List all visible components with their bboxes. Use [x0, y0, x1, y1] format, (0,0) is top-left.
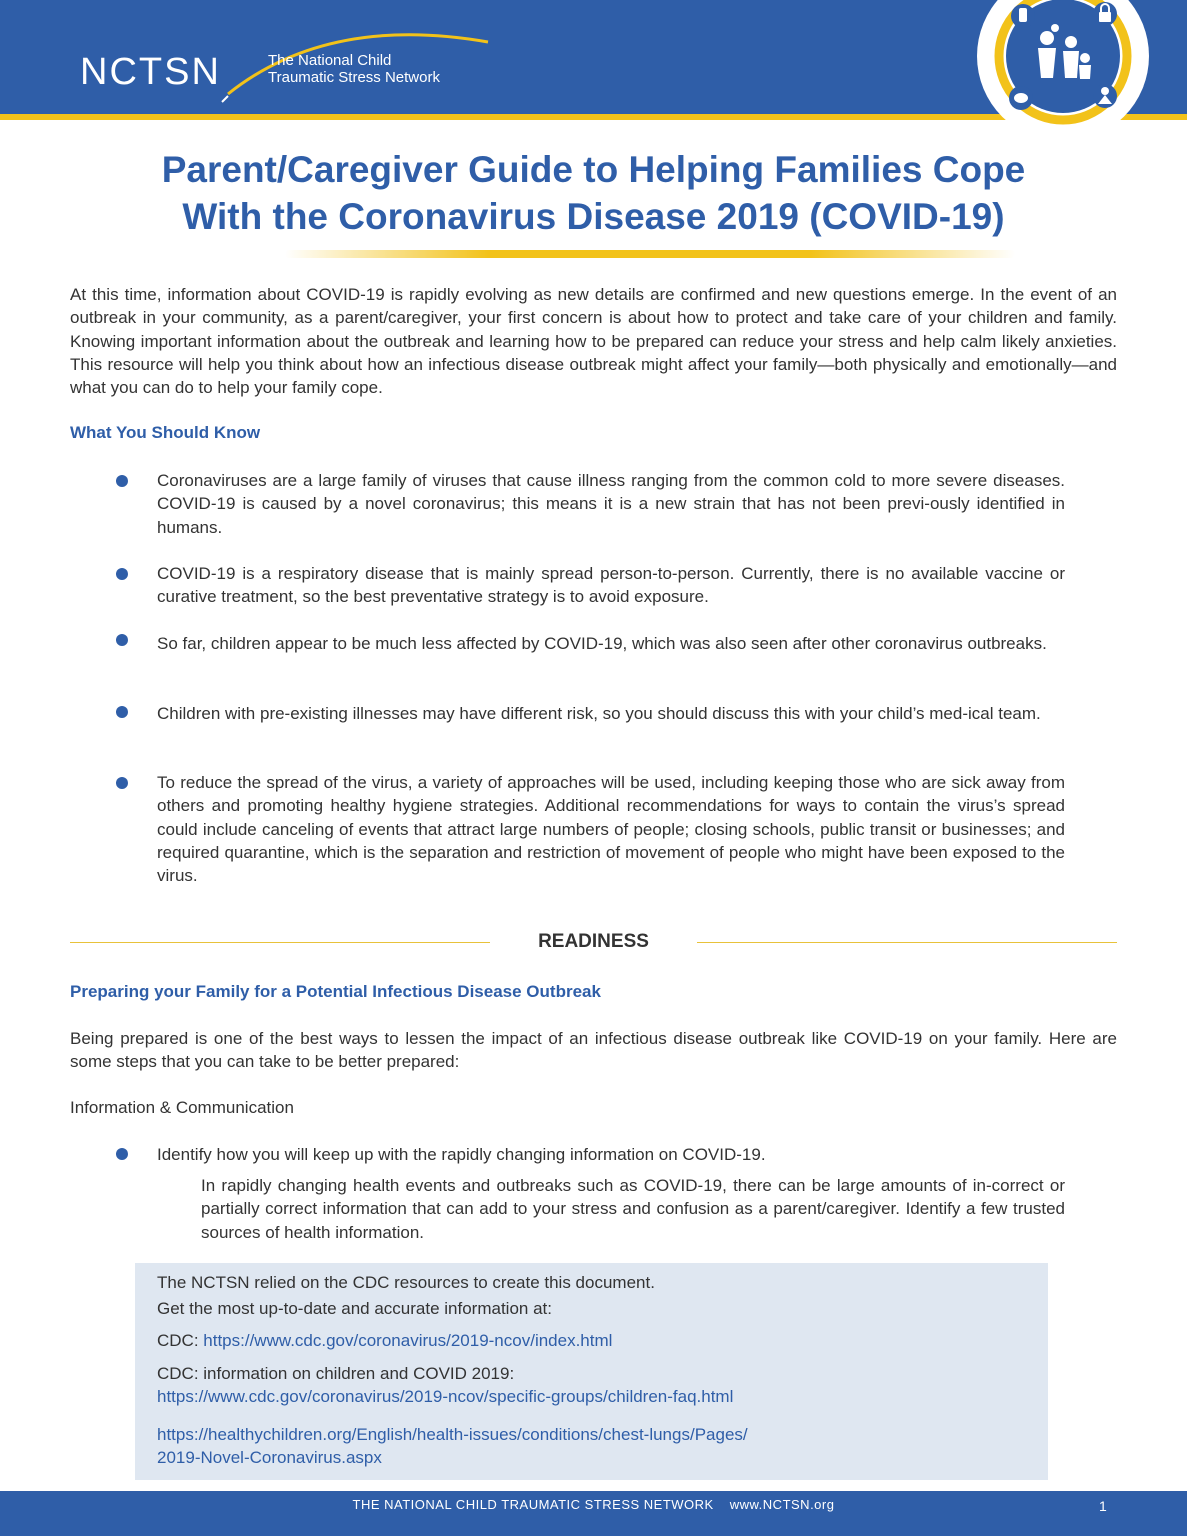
cdc-label: CDC: — [157, 1331, 204, 1350]
subheading-information-communication: Information & Communication — [70, 1098, 294, 1117]
bullet-icon — [116, 475, 128, 487]
logo-subtitle-line1: The National Child — [268, 52, 392, 69]
page-number: 1 — [1099, 1498, 1107, 1514]
section-heading-what-you-should-know: What You Should Know — [70, 423, 261, 442]
logo-subtitle-line2: Traumatic Stress Network — [268, 69, 440, 86]
bullet-icon — [116, 634, 128, 646]
list-item: COVID-19 is a respiratory disease that is mainly spread person-to-person. Currently, there is no available vaccine or curative treatment, so the best preventative strategy is to avoid exposure. — [157, 564, 1065, 607]
infobox-line1: The NCTSN relied on the CDC resources to create this document. — [157, 1273, 655, 1292]
list-item: To reduce the spread of the virus, a variety of approaches will be used, including keeping those who are sick away from others and promoting healthy hygiene strategies. Additional recommendations for ways to contain the virus’s spread could include canceling of events that attract large numbers of people; closing schools, public transit or businesses; and required quarantine, which is the separation and restriction of movement of people who might have been exposed to the virus. — [157, 773, 1065, 886]
bullet-icon — [116, 1148, 128, 1160]
section-heading-preparing-family: Preparing your Family for a Potential Infectious Disease Outbreak — [70, 982, 601, 1001]
healthychildren-link-line1[interactable]: https://healthychildren.org/English/health-issues/conditions/chest-lungs/Pages/ — [157, 1425, 748, 1444]
section-title-readiness: READINESS — [538, 931, 649, 952]
footer-website-link[interactable]: www.NCTSN.org — [729, 1497, 835, 1512]
healthychildren-link-line2[interactable]: 2019-Novel-Coronavirus.aspx — [157, 1448, 382, 1467]
footer-text — [0, 1497, 1187, 1512]
page-title-line1: Parent/Caregiver Guide to Helping Families Cope — [161, 149, 1026, 190]
readiness-paragraph: Being prepared is one of the best ways to lessen the impact of an infectious disease outbreak like COVID-19 on your family. Here are some steps that you can take to be better prepared: — [70, 1029, 1117, 1072]
list-item: Children with pre-existing illnesses may have different risk, so you should discuss this with your child’s med-ical team. — [157, 704, 1041, 723]
list-item-detail: In rapidly changing health events and outbreaks such as COVID-19, there can be large amounts of in-correct or partially correct information that can add to your stress and confusion as a parent/caregiver. Identify a few trusted sources of health information. — [201, 1176, 1065, 1242]
list-item: So far, children appear to be much less affected by COVID-19, which was also seen after other coronavirus outbreaks. — [157, 634, 1047, 653]
family-emblem-icon — [975, 0, 1151, 132]
cdc-children-link[interactable]: https://www.cdc.gov/coronavirus/2019-ncov/specific-groups/children-faq.html — [157, 1387, 734, 1406]
list-item: Coronaviruses are a large family of viruses that cause illness ranging from the common cold to more severe diseases. COVID-19 is caused by a novel coronavirus; this means it is a new strain that has not been previ-ously identified in humans. — [157, 471, 1065, 537]
bullet-icon — [116, 777, 128, 789]
logo-subtitle — [268, 52, 440, 86]
list-item: Identify how you will keep up with the rapidly changing information on COVID-19. — [157, 1145, 766, 1164]
bullet-icon — [116, 568, 128, 580]
page-title-line2: With the Coronavirus Disease 2019 (COVID-19) — [182, 196, 1005, 237]
title-underline — [285, 250, 1015, 258]
bullet-icon — [116, 706, 128, 718]
cdc-link[interactable]: https://www.cdc.gov/coronavirus/2019-ncov/index.html — [203, 1331, 613, 1350]
footer-network: THE NATIONAL CHILD TRAUMATIC STRESS NETWORK — [352, 1497, 714, 1512]
intro-paragraph: At this time, information about COVID-19 is rapidly evolving as new details are confirmed and new questions emerge. In the event of an outbreak in your community, as a parent/caregiver, your first concern is about how to protect and take care of your children and family. Knowing important information about the outbreak and learning how to be prepared can reduce your stress and help calm likely anxieties. This resource will help you think about how an infectious disease outbreak might affect your family—both physically and emotionally—and what you can do to help your family cope. — [70, 285, 1117, 398]
infobox-children-label: CDC: information on children and COVID 2019: — [157, 1364, 515, 1383]
logo-mark: NCTSN — [80, 51, 221, 93]
infobox-cdc-row — [157, 1329, 612, 1353]
page-title — [0, 146, 1187, 240]
infobox-line2: Get the most up-to-date and accurate information at: — [157, 1299, 552, 1318]
